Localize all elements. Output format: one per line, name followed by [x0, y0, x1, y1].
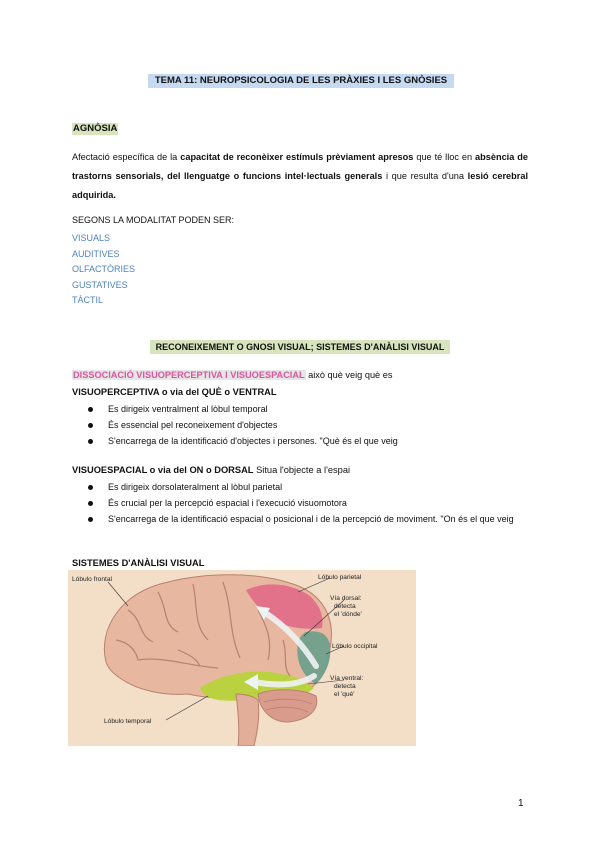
visuoperceptive-list — [86, 401, 528, 449]
list-item: S'encarrega de la identificació d'objectes i persones. "Què és el que veig — [86, 433, 528, 449]
section-heading-visual-gnosis: RECONEIXEMENT O GNOSI VISUAL; SISTEMES D'ANÀLISI VISUAL — [150, 340, 450, 354]
label-dorsal-line2: detecta — [334, 603, 356, 610]
definition-text-3: i que resulta d'una — [382, 171, 468, 181]
label-ventral-line1: Vía ventral: — [330, 675, 364, 682]
list-item: Es dirigeix ventralment al lòbul temporal — [86, 401, 528, 417]
label-parietal-lobe: Lóbulo parietal — [318, 574, 362, 581]
modality-item: OLFACTÒRIES — [72, 264, 136, 274]
label-dorsal-line1: Vía dorsal: — [330, 595, 362, 602]
modality-item: TÀCTIL — [72, 295, 104, 305]
visuospatial-heading — [72, 464, 350, 476]
systems-heading: SISTEMES D'ANÀLISI VISUAL — [72, 558, 205, 568]
label-dorsal-line3: el 'dónde' — [334, 611, 362, 618]
brain-visual-pathways-figure — [68, 570, 416, 746]
page-number: 1 — [518, 798, 524, 809]
definition-bold-3: lesió cerebral adquirida. — [72, 171, 528, 200]
agnosia-heading: AGNÒSIA — [73, 123, 118, 134]
modality-intro: SEGONS LA MODALITAT PODEN SER: — [72, 215, 235, 225]
visuoperceptive-heading: VISUOPERCEPTIVA o via del QUÈ o VENTRAL — [72, 387, 277, 397]
list-item: És crucial per la percepció espacial i l'execució visuomotora — [86, 495, 528, 511]
list-item: Es dirigeix dorsolateralment al lòbul parietal — [86, 479, 528, 495]
dissociation-rest: això què veig què es — [305, 370, 393, 380]
label-temporal-lobe: Lóbulo temporal — [104, 718, 152, 725]
list-item: S'encarrega de la identificació espacial o posicional i de la percepció de moviment. "On és el que veig — [86, 511, 528, 527]
list-item: És essencial pel reconeixement d'objectes — [86, 417, 528, 433]
modality-item: VISUALS — [72, 233, 111, 243]
visuospatial-list — [86, 479, 528, 527]
dissociation-highlight: DISSOCIACIÓ VISUOPERCEPTIVA I VISUOESPACIAL — [73, 370, 305, 380]
modality-list — [72, 231, 135, 309]
definition-text-1: Afectació específica de la — [72, 152, 181, 162]
label-frontal-lobe: Lóbulo frontal — [72, 576, 112, 583]
visuospatial-heading-rest: Situa l'objecte a l'espai — [253, 465, 351, 475]
dissociation-line — [72, 369, 392, 381]
label-ventral-line2: detecta — [334, 683, 356, 690]
modality-item: GUSTATIVES — [72, 279, 128, 290]
definition-text-2: que té lloc en — [413, 152, 476, 162]
agnosia-definition — [72, 148, 528, 205]
page-title: TEMA 11: NEUROPSICOLOGIA DE LES PRÀXIES I LES GNÒSIES — [148, 74, 454, 88]
definition-bold-2: absència de trastorns sensorials, del llenguatge o funcions intel·lectuals generals — [72, 152, 528, 181]
visuospatial-heading-bold: VISUOESPACIAL o via del ON o DORSAL — [72, 465, 254, 475]
definition-bold-1: capacitat de reconèixer estímuls prèviament apresos — [180, 152, 414, 162]
label-ventral-line3: el 'qué' — [334, 691, 355, 698]
brain-stem — [236, 694, 259, 746]
modality-item: AUDITIVES — [72, 248, 120, 259]
label-occipital-lobe: Lóbulo occipital — [332, 643, 378, 650]
